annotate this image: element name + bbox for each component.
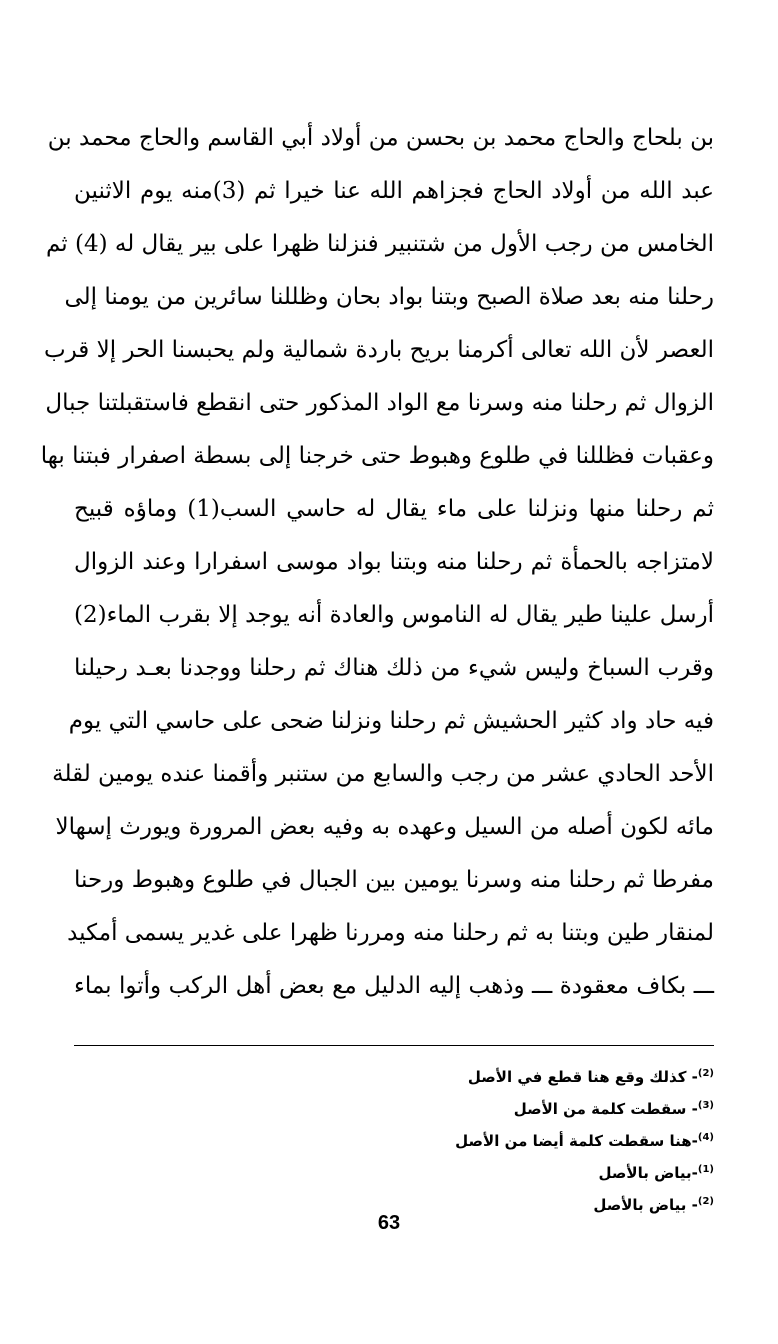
text-line: وقرب السباخ وليس شيء من ذلك هناك ثم رحلنا ووجدنا بعـد رحيلنا xyxy=(74,655,714,681)
text-line: العصر لأن الله تعالى أكرمنا بريح باردة شمالية ولم يحبسنا الحر إلا قرب xyxy=(43,337,714,363)
footnote xyxy=(74,1090,714,1122)
text-line: الزوال ثم رحلنا منه وسرنا مع الواد المذكور حتى انقطع فاستقبلتنا جبال xyxy=(45,390,714,416)
footnote-text: - بياض بالأصل xyxy=(593,1196,698,1214)
text-line: فيه حاد واد كثير الحشيش ثم رحلنا ونزلنا ضحى على حاسي التي يوم xyxy=(68,708,714,734)
footnotes xyxy=(74,1058,714,1218)
text-line: رحلنا منه بعد صلاة الصبح وبتنا بواد بحان وظللنا سائرين من يومنا إلى xyxy=(64,284,714,310)
page-number: 63 xyxy=(377,1212,401,1234)
footnote-text: -هنا سقطت كلمة أيضا من الأصل xyxy=(455,1132,698,1150)
text-line: وعقبات فظللنا في طلوع وهبوط حتى خرجنا إلى بسطة اصفرار فبتنا بها xyxy=(40,443,714,469)
text-line: ـــ بكاف معقودة ـــ وذهب إليه الدليل مع بعض أهل الركب وأتوا بماء xyxy=(74,973,714,999)
text-line: لمنقار طين وبتنا به ثم رحلنا منه ومررنا ظهرا على غدير يسمى أمكيد xyxy=(67,920,714,946)
text-line: عبد الله من أولاد الحاج فجزاهم الله عنا خيرا ثم (3)منه يوم الاثنين xyxy=(74,178,714,204)
text-line: أرسل علينا طير يقال له الناموس والعادة أنه يوجد إلا بقرب الماء(2) xyxy=(74,602,714,628)
footnote-marker: (4) xyxy=(697,1132,714,1143)
footnote-separator xyxy=(74,1045,714,1046)
footnote xyxy=(74,1122,714,1154)
footnote-marker: (2) xyxy=(697,1196,714,1207)
footnote xyxy=(74,1154,714,1186)
text-line: الخامس من رجب الأول من شتنبير فنزلنا ظهرا على بير يقال له (4) ثم xyxy=(45,231,714,257)
footnote-marker: (3) xyxy=(697,1100,714,1111)
text-line: لامتزاجه بالحمأة ثم رحلنا منه وبتنا بواد موسى اسفرارا وعند الزوال xyxy=(74,549,714,575)
body-text xyxy=(40,112,714,1013)
text-line: ثم رحلنا منها ونزلنا على ماء يقال له حاسي السب(1) وماؤه قبيح xyxy=(74,496,714,522)
footnote-text: - كذلك وقع هنا قطع في الأصل xyxy=(467,1068,698,1086)
text-line: بن بلحاج والحاج محمد بن بحسن من أولاد أبي القاسم والحاج محمد بن xyxy=(47,125,714,151)
text-line: مائه لكون أصله من السيل وعهده به وفيه بعض المرورة ويورث إسهالا xyxy=(55,814,714,840)
footnote-marker: (1) xyxy=(697,1164,714,1175)
footnote-marker: (2) xyxy=(697,1068,714,1079)
text-line: مفرطا ثم رحلنا منه وسرنا يومين بين الجبال في طلوع وهبوط ورحنا xyxy=(74,867,714,893)
footnote-text: -بياض بالأصل xyxy=(598,1164,698,1182)
footnote xyxy=(74,1058,714,1090)
text-line: الأحد الحادي عشر من رجب والسابع من ستنبر وأقمنا عنده يومين لقلة xyxy=(52,761,714,787)
footnote-text: - سقطت كلمة من الأصل xyxy=(513,1100,698,1118)
